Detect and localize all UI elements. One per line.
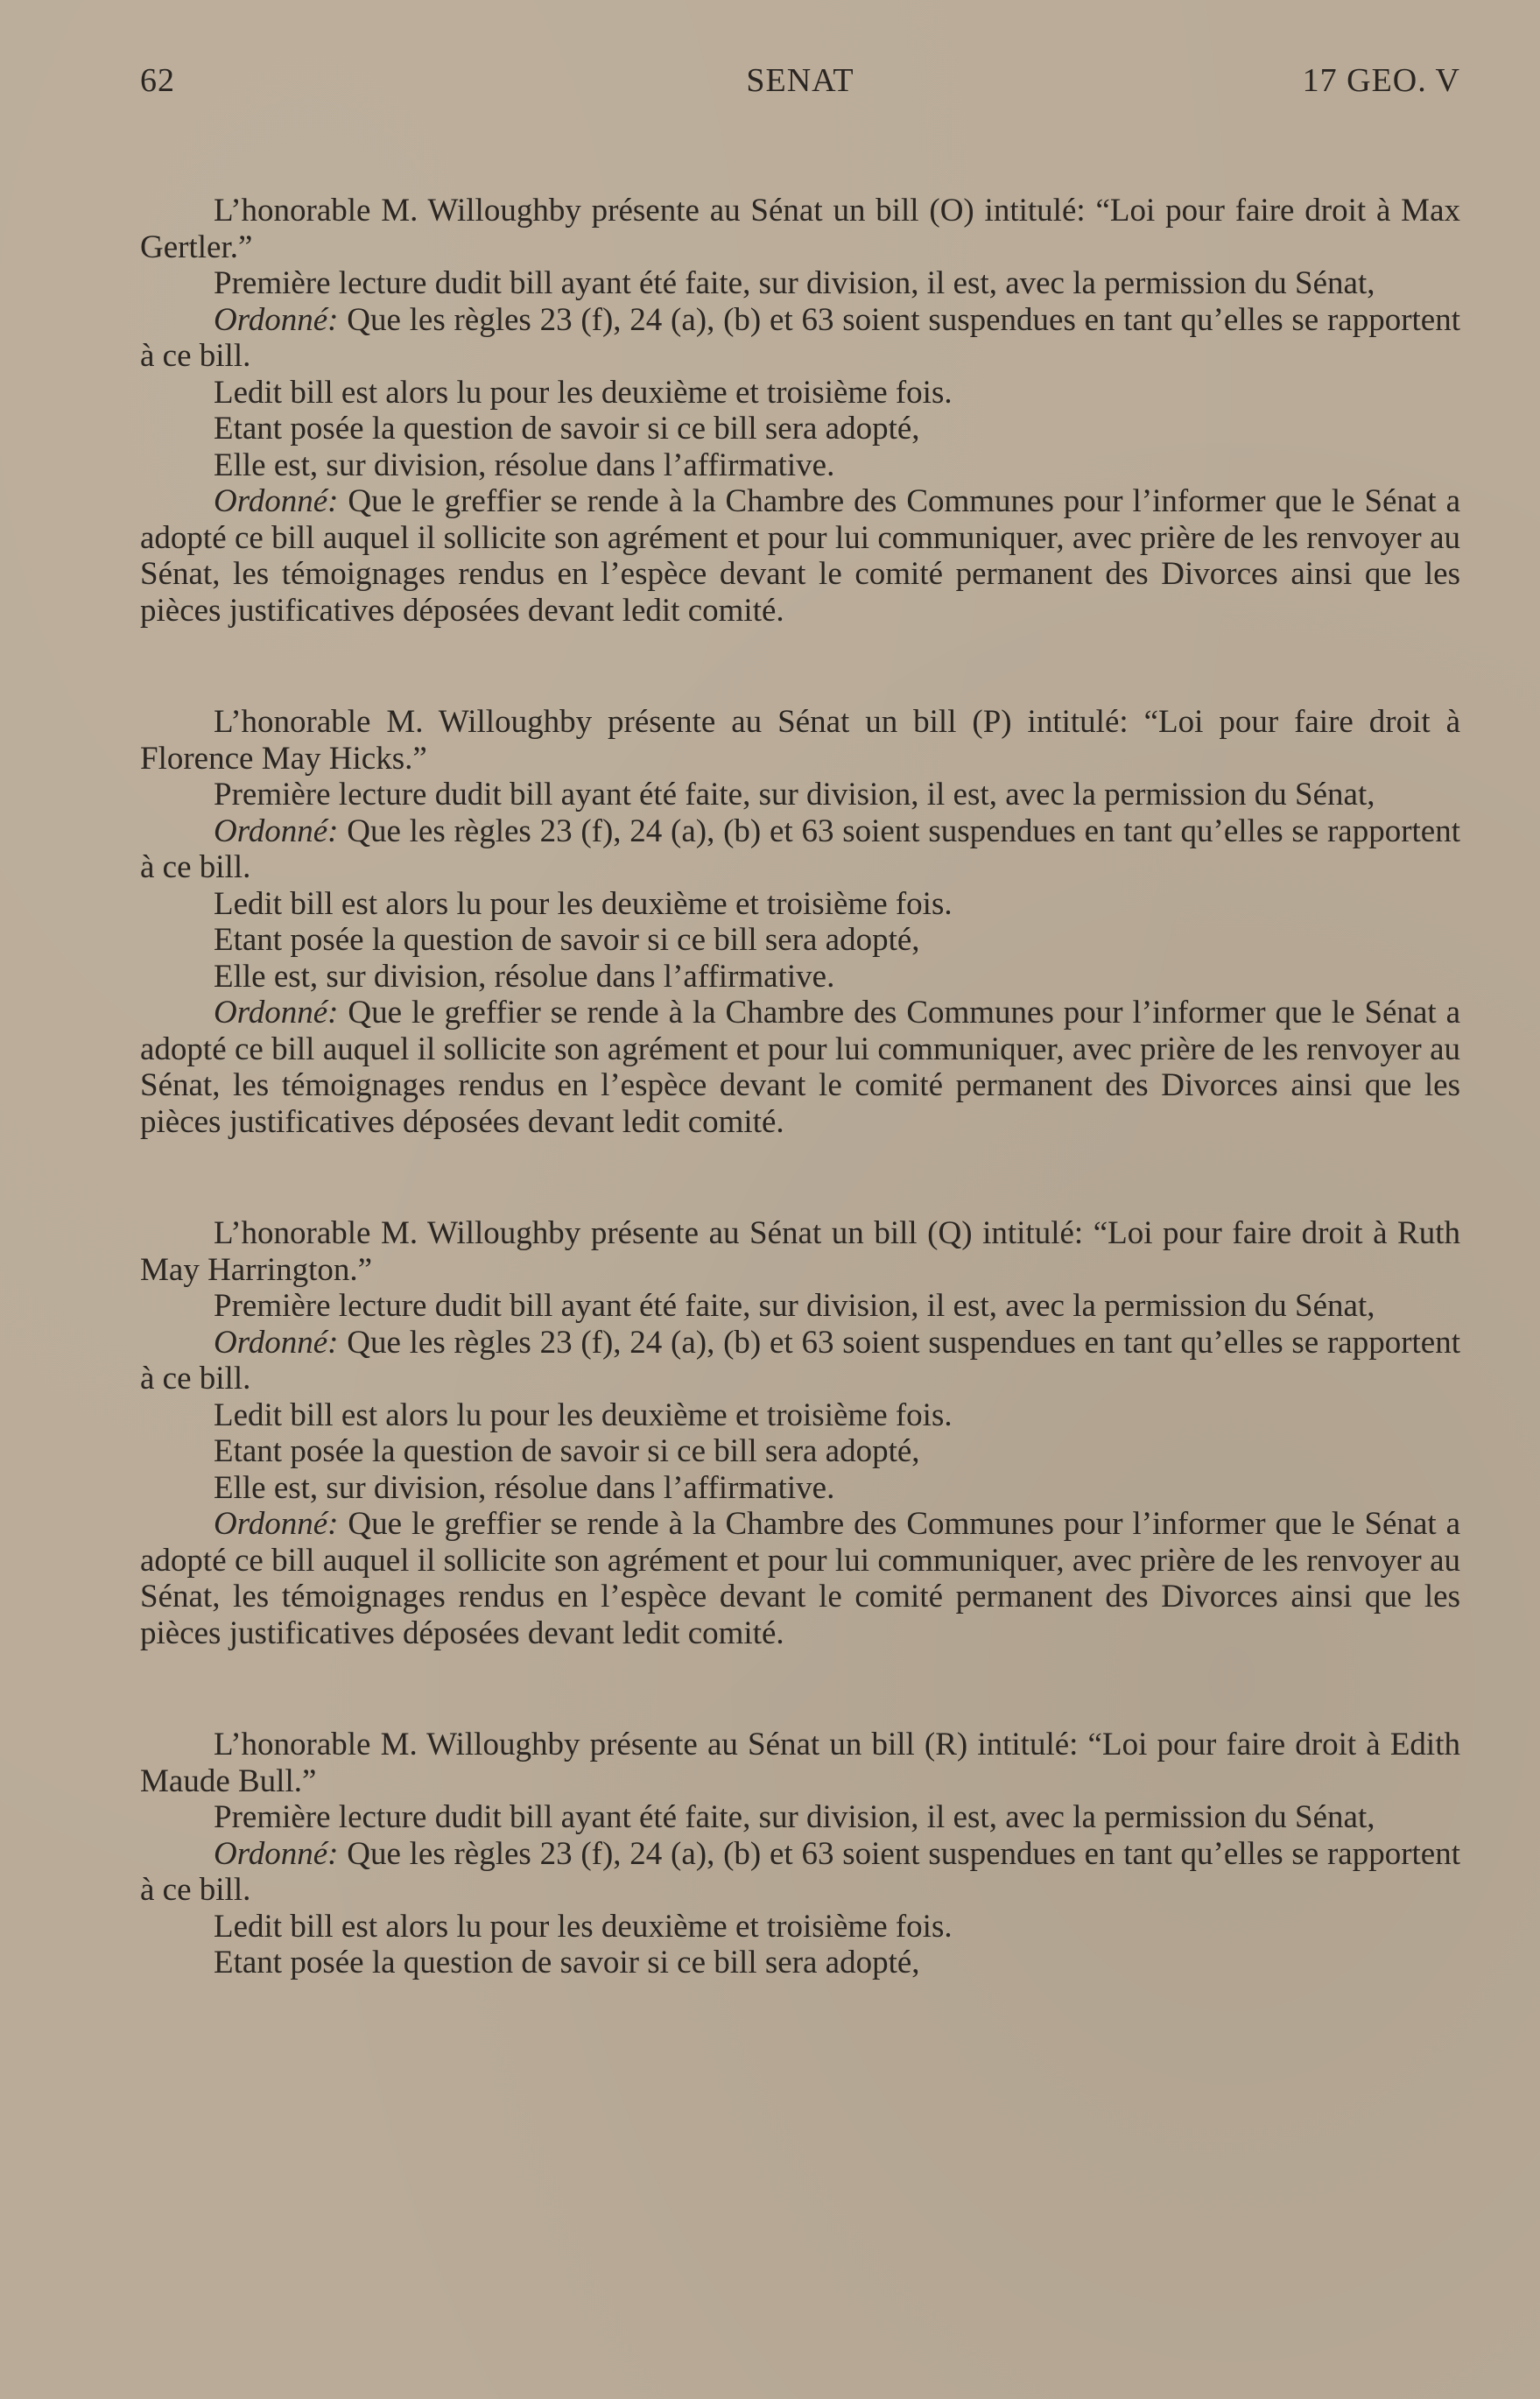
- rules-suspension-order: [140, 1836, 1460, 1909]
- running-head: [140, 61, 1460, 114]
- second-third-reading: Ledit bill est alors lu pour les deuxième et troisième fois.: [214, 1908, 953, 1945]
- adoption-question: Etant posée la question de savoir si ce bill sera adopté,: [214, 1433, 920, 1469]
- second-third-reading: Ledit bill est alors lu pour les deuxième et troisième fois.: [214, 885, 953, 922]
- adoption-result: Elle est, sur division, résolue dans l’affirmative.: [214, 958, 835, 995]
- order-label: Ordonné:: [214, 1506, 339, 1542]
- adoption-question: Etant posée la question de savoir si ce bill sera adopté,: [214, 411, 920, 447]
- order-text: Que les règles 23 (f), 24 (a), (b) et 63 soient suspendues en tant qu’elles se rapportent à ce bill.: [140, 1324, 1460, 1396]
- journal-content: [140, 193, 1460, 1981]
- second-third-reading: Ledit bill est alors lu pour les deuxième et troisième fois.: [214, 374, 953, 411]
- first-reading: Première lecture dudit bill ayant été faite, sur division, il est, avec la permission du Sénat,: [214, 777, 1375, 813]
- clerk-order: [140, 483, 1460, 629]
- adoption-question: Etant posée la question de savoir si ce bill sera adopté,: [214, 1945, 920, 1980]
- order-text: Que le greffier se rende à la Chambre des Communes pour l’informer que le Sénat a adopté ce bill auquel il sollicite son agrément et pour lui communiquer, avec prière de les renvoyer au Sénat, les témoignages rendus en l’espèce devant le comité permanent des Divorces ainsi que les pièces justificatives déposées devant ledit comité.: [140, 483, 1460, 629]
- volume-label: 17 GEO. V: [1302, 62, 1460, 99]
- first-reading: Première lecture dudit bill ayant été faite, sur division, il est, avec la permission du Sénat,: [214, 1799, 1375, 1835]
- clerk-order: [140, 995, 1460, 1140]
- order-label: Ordonné:: [214, 813, 339, 849]
- bill-entry-r: [140, 1727, 1460, 1981]
- second-third-reading: Ledit bill est alors lu pour les deuxième et troisième fois.: [214, 1396, 953, 1433]
- order-text: Que les règles 23 (f), 24 (a), (b) et 63 soient suspendues en tant qu’elles se rapportent à ce bill.: [140, 1835, 1460, 1908]
- bill-introduction: L’honorable M. Willoughby présente au Sénat un bill (P) intitulé: “Loi pour faire droit à Florence May Hicks.”: [140, 704, 1460, 777]
- order-text: Que les règles 23 (f), 24 (a), (b) et 63 soient suspendues en tant qu’elles se rapportent à ce bill.: [140, 301, 1460, 374]
- clerk-order: [140, 1506, 1460, 1651]
- page-number: 62: [140, 62, 175, 99]
- order-text: Que les règles 23 (f), 24 (a), (b) et 63 soient suspendues en tant qu’elles se rapportent à ce bill.: [140, 813, 1460, 885]
- order-label: Ordonné:: [214, 995, 339, 1031]
- adoption-result: Elle est, sur division, résolue dans l’affirmative.: [214, 1469, 835, 1506]
- rules-suspension-order: [140, 302, 1460, 375]
- order-text: Que le greffier se rende à la Chambre des Communes pour l’informer que le Sénat a adopté ce bill auquel il sollicite son agrément et pour lui communiquer, avec prière de les renvoyer au Sénat, les témoignages rendus en l’espèce devant le comité permanent des Divorces ainsi que les pièces justificatives déposées devant ledit comité.: [140, 1506, 1460, 1651]
- rules-suspension-order: [140, 1325, 1460, 1397]
- bill-entry-q: [140, 1215, 1460, 1651]
- bill-introduction: L’honorable M. Willoughby présente au Sénat un bill (R) intitulé: “Loi pour faire droit à Edith Maude Bull.”: [140, 1727, 1460, 1799]
- order-label: Ordonné:: [214, 301, 339, 338]
- first-reading: Première lecture dudit bill ayant été faite, sur division, il est, avec la permission du Sénat,: [214, 265, 1375, 301]
- order-text: Que le greffier se rende à la Chambre des Communes pour l’informer que le Sénat a adopté ce bill auquel il sollicite son agrément et pour lui communiquer, avec prière de les renvoyer au Sénat, les témoignages rendus en l’espèce devant le comité permanent des Divorces ainsi que les pièces justificatives déposées devant ledit comité.: [140, 995, 1460, 1140]
- bill-introduction: L’honorable M. Willoughby présente au Sénat un bill (O) intitulé: “Loi pour faire droit à Max Gertler.”: [140, 193, 1460, 265]
- rules-suspension-order: [140, 813, 1460, 886]
- page: [140, 61, 1460, 2057]
- bill-entry-o: [140, 193, 1460, 629]
- bill-entry-p: [140, 704, 1460, 1140]
- adoption-result: Elle est, sur division, résolue dans l’affirmative.: [214, 447, 835, 483]
- adoption-question: Etant posée la question de savoir si ce bill sera adopté,: [214, 922, 920, 958]
- first-reading: Première lecture dudit bill ayant été faite, sur division, il est, avec la permission du Sénat,: [214, 1288, 1375, 1324]
- page-title: SENAT: [746, 62, 854, 99]
- order-label: Ordonné:: [214, 1835, 339, 1872]
- bill-introduction: L’honorable M. Willoughby présente au Sénat un bill (Q) intitulé: “Loi pour faire droit à Ruth May Harrington.”: [140, 1215, 1460, 1288]
- order-label: Ordonné:: [214, 1324, 339, 1361]
- order-label: Ordonné:: [214, 483, 339, 519]
